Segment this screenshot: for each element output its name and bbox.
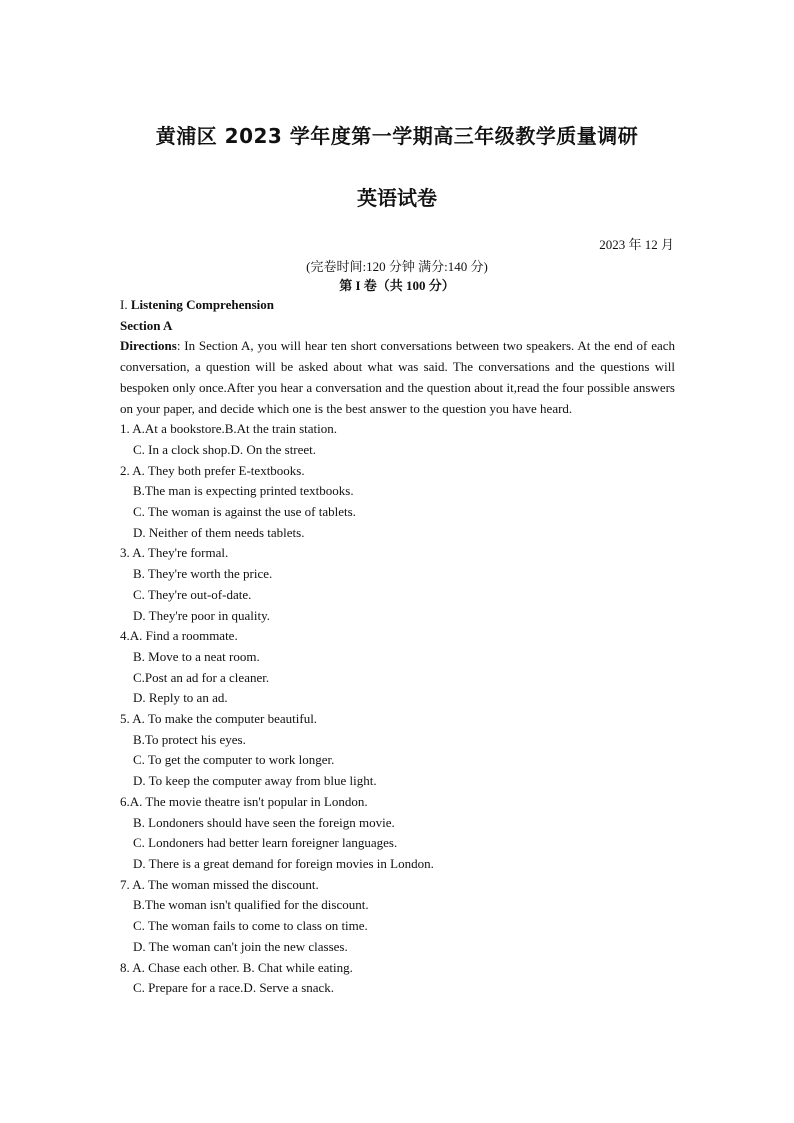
answer-option-line: D. Neither of them needs tablets. [133, 524, 305, 540]
answer-option-line: B. Londoners should have seen the foreign movie. [133, 814, 395, 830]
exam-title: 黄浦区 2023 学年度第一学期高三年级教学质量调研 [155, 124, 639, 148]
answer-option-line: B.The woman isn't qualified for the discount. [133, 897, 369, 913]
answer-option-line: B. Move to a neat room. [133, 648, 260, 664]
section-label: Section A [120, 317, 173, 333]
question-line: 8. A. Chase each other. B. Chat while eating. [120, 959, 353, 975]
part-number: I. [120, 297, 131, 312]
exam-time-and-score: (完卷时间:120 分钟 满分:140 分) [306, 259, 488, 274]
part-heading [120, 295, 675, 316]
question-line: 1. A.At a bookstore.B.At the train station. [120, 421, 338, 437]
question-line: 4.A. Find a roommate. [120, 628, 238, 644]
question-line: 5. A. To make the computer beautiful. [120, 711, 318, 727]
answer-option-line: C. They're out-of-date. [133, 586, 252, 602]
part-title: Listening Comprehension [130, 297, 274, 312]
question-item [120, 958, 675, 999]
volume-heading: 第 I 卷（共 100 分） [339, 278, 455, 293]
question-item [120, 792, 675, 875]
answer-option-line: D. To keep the computer away from blue light. [133, 773, 377, 789]
answer-option-line: D. The woman can't join the new classes. [133, 938, 348, 954]
question-line: 7. A. The woman missed the discount. [120, 876, 319, 892]
answer-option-line: B. They're worth the price. [133, 566, 273, 582]
question-item [120, 419, 675, 460]
directions-label: Directions [120, 338, 177, 354]
directions-paragraph [120, 336, 675, 419]
answer-option-line: C.Post an ad for a cleaner. [133, 669, 270, 685]
question-line: 3. A. They're formal. [120, 545, 229, 561]
answer-option-line: B.The man is expecting printed textbooks. [133, 483, 354, 499]
answer-option-line: D. There is a great demand for foreign movies in London. [133, 855, 434, 871]
listening-section [120, 295, 675, 999]
question-item [120, 709, 675, 792]
question-list [120, 419, 675, 999]
question-item [120, 626, 675, 709]
question-item [120, 461, 675, 544]
answer-option-line: C. Londoners had better learn foreigner languages. [133, 835, 398, 851]
answer-option-line: D. Reply to an ad. [133, 690, 228, 706]
directions-text: : In Section A, you will hear ten short conversations between two speakers. At the end of each conversation, a question will be asked about what was said. The conversations and the questions will bespoken only once.After you hear a conversation and the question about it,read the four possible answers on your paper, and decide which one is the best answer to the question you have heard. [120, 338, 675, 416]
question-item [120, 875, 675, 958]
exam-subtitle: 英语试卷 [357, 186, 437, 210]
answer-option-line: C. In a clock shop.D. On the street. [133, 441, 317, 457]
answer-option-line: C. Prepare for a race.D. Serve a snack. [133, 980, 335, 996]
answer-option-line: B.To protect his eyes. [133, 731, 246, 747]
question-line: 6.A. The movie theatre isn't popular in London. [120, 793, 368, 809]
exam-date: 2023 年 12 月 [599, 237, 674, 252]
answer-option-line: C. The woman is against the use of tablets. [133, 504, 356, 520]
question-item [120, 543, 675, 626]
answer-option-line: D. They're poor in quality. [133, 607, 271, 623]
answer-option-line: C. The woman fails to come to class on time. [133, 918, 368, 934]
question-line: 2. A. They both prefer E-textbooks. [120, 462, 305, 478]
answer-option-line: C. To get the computer to work longer. [133, 752, 335, 768]
